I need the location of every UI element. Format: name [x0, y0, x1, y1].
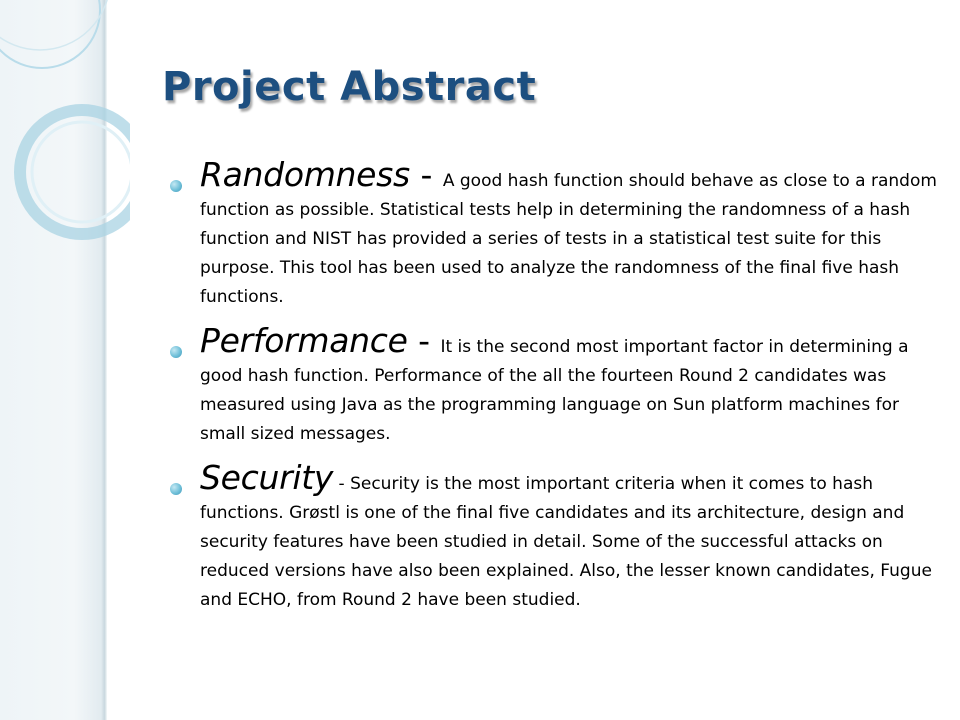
bullet-item-security: [170, 458, 938, 615]
decorative-ring-inner: [32, 122, 130, 222]
bullet-dot-icon: [170, 483, 182, 495]
decorative-ring-top-outer: [0, 0, 110, 50]
slide-title: Project Abstract: [162, 64, 537, 110]
bullet-term: Performance: [200, 321, 408, 360]
bullet-term: Security: [200, 458, 334, 497]
decorative-rings: [0, 0, 130, 300]
bullet-text: A good hash function should behave as close to a random function as possible. Statistical tests help in determining the randomness of a hash function and NIST has provided a series of tests in a statistical test suite for this purpose. This tool has been used to analyze the randomness of the final five hash functions.: [200, 171, 937, 307]
decorative-ring-large: [20, 110, 130, 234]
bullet-separator: -: [409, 155, 443, 194]
bullet-text: Security is the most important criteria when it comes to hash functions. Grøstl is one of the final five candidates and its architecture, design and security features have been studied in detail. Some of the successful attacks on reduced versions have also been explained. Also, the lesser known candidates, Fugue and ECHO, from Round 2 have been studied.: [200, 474, 932, 610]
bullet-dot-icon: [170, 180, 182, 192]
bullet-item-performance: [170, 321, 938, 449]
bullet-dot-icon: [170, 346, 182, 358]
bullet-separator: -: [407, 321, 441, 360]
bullet-list: [170, 155, 938, 629]
bullet-term: Randomness: [200, 155, 410, 194]
bullet-text: It is the second most important factor in determining a good hash function. Performance of the all the fourteen Round 2 candidates was measured using Java as the programming language on Sun platform machines for small sized messages.: [200, 337, 909, 444]
bullet-item-randomness: [170, 155, 938, 312]
bullet-separator: -: [333, 474, 351, 494]
